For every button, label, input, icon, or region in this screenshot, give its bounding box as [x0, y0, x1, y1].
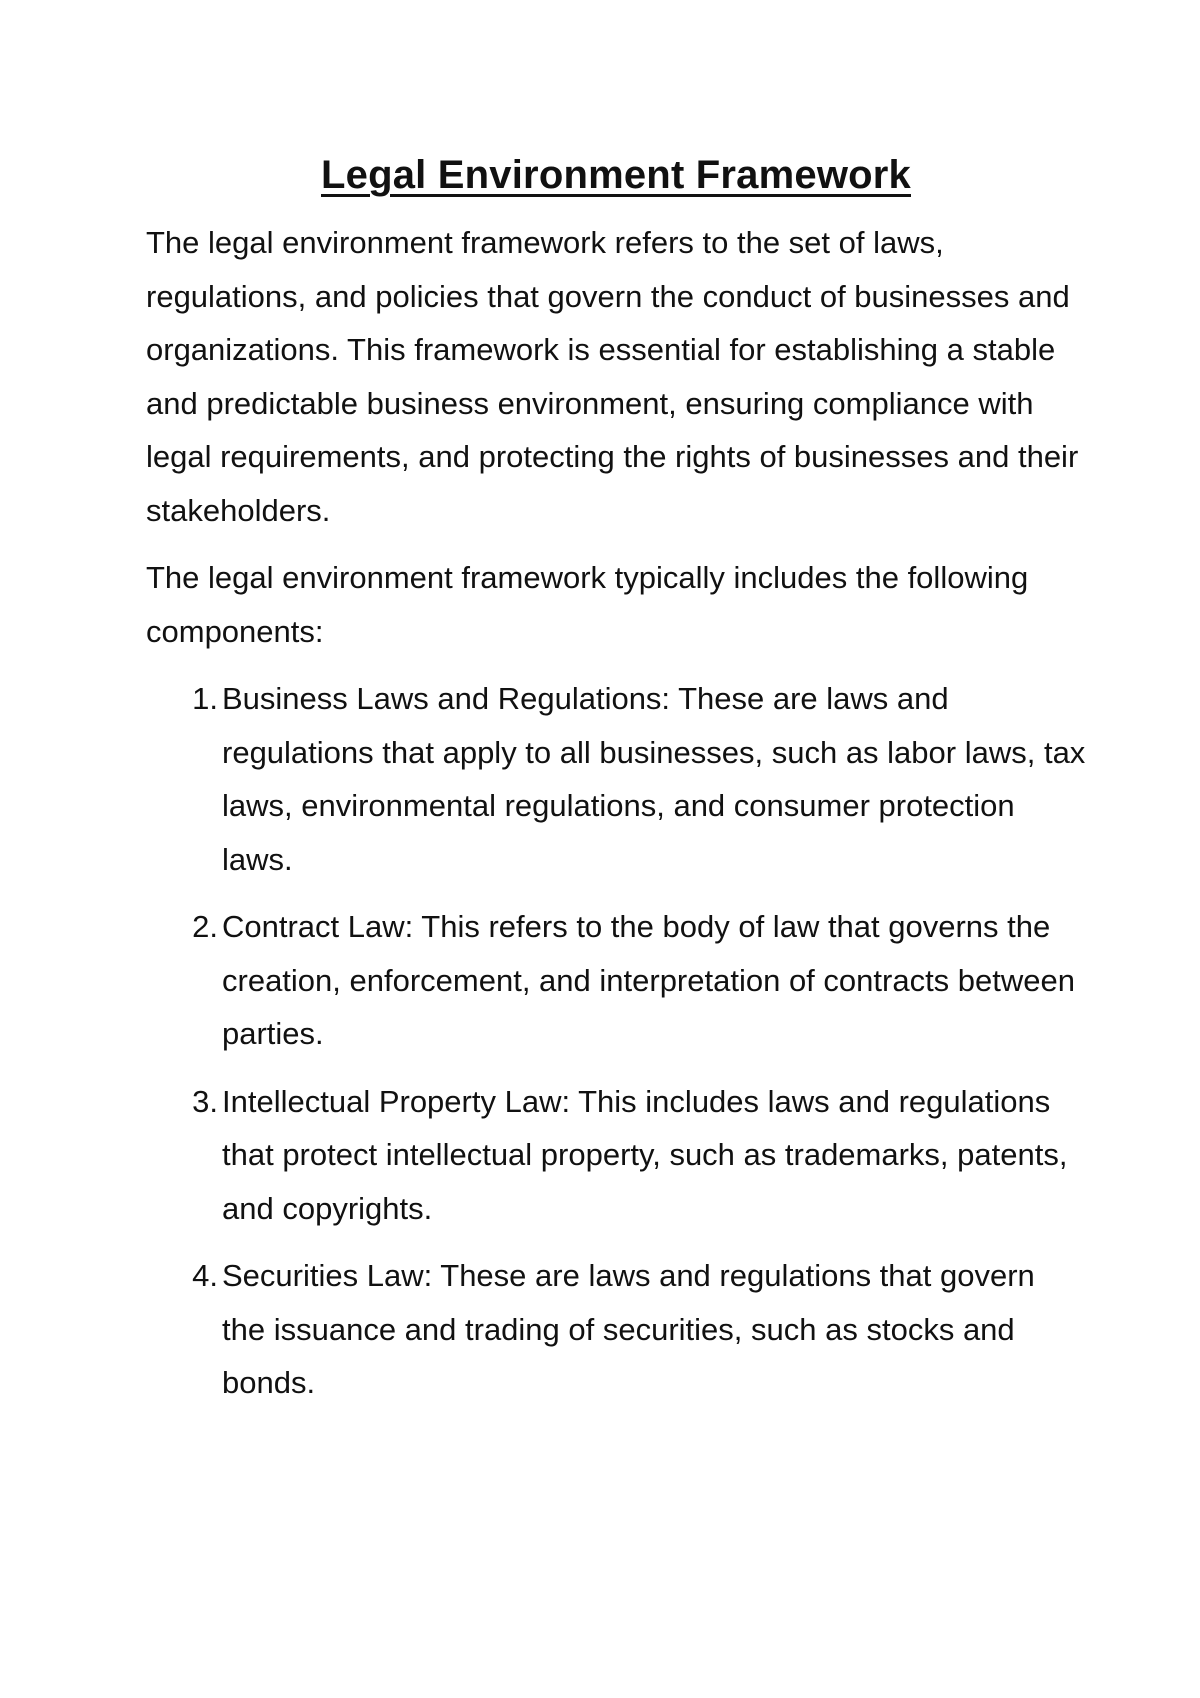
list-item-number: 2.	[192, 909, 218, 944]
list-item-text: Securities Law: These are laws and regulations that govern the issuance and trading of securities, such as stocks and bonds.	[222, 1258, 1035, 1400]
list-item-number: 3.	[192, 1083, 218, 1119]
list-item	[146, 900, 1086, 1061]
intro-paragraph: The legal environment framework refers to the set of laws, regulations, and policies that govern the conduct of businesses and organizations. This framework is essential for establishing a stable and predictable business environment, ensuring compliance with legal requirements, and protecting the rights of businesses and their stakeholders.	[146, 225, 1079, 528]
list-item	[146, 1075, 1086, 1236]
document-content	[146, 150, 1086, 1424]
list-item-text: Intellectual Property Law: This includes laws and regulations that protect intellectual property, such as trademarks, patents, and copyrights.	[222, 1083, 1068, 1226]
list-item-text: Contract Law: This refers to the body of law that governs the creation, enforcement, and interpretation of contracts between parties.	[222, 909, 1075, 1051]
components-intro-paragraph: The legal environment framework typically includes the following components:	[146, 560, 1029, 649]
document-title: Legal Environment Framework	[321, 153, 911, 197]
list-item-text: Business Laws and Regulations: These are laws and regulations that apply to all businesses, such as labor laws, tax laws, environmental regulations, and consumer protection laws.	[222, 681, 1086, 877]
list-item	[146, 672, 1086, 886]
list-item-number: 4.	[192, 1258, 218, 1293]
list-item	[146, 1249, 1086, 1410]
components-list	[146, 672, 1086, 1410]
list-item-number: 1.	[192, 681, 218, 716]
